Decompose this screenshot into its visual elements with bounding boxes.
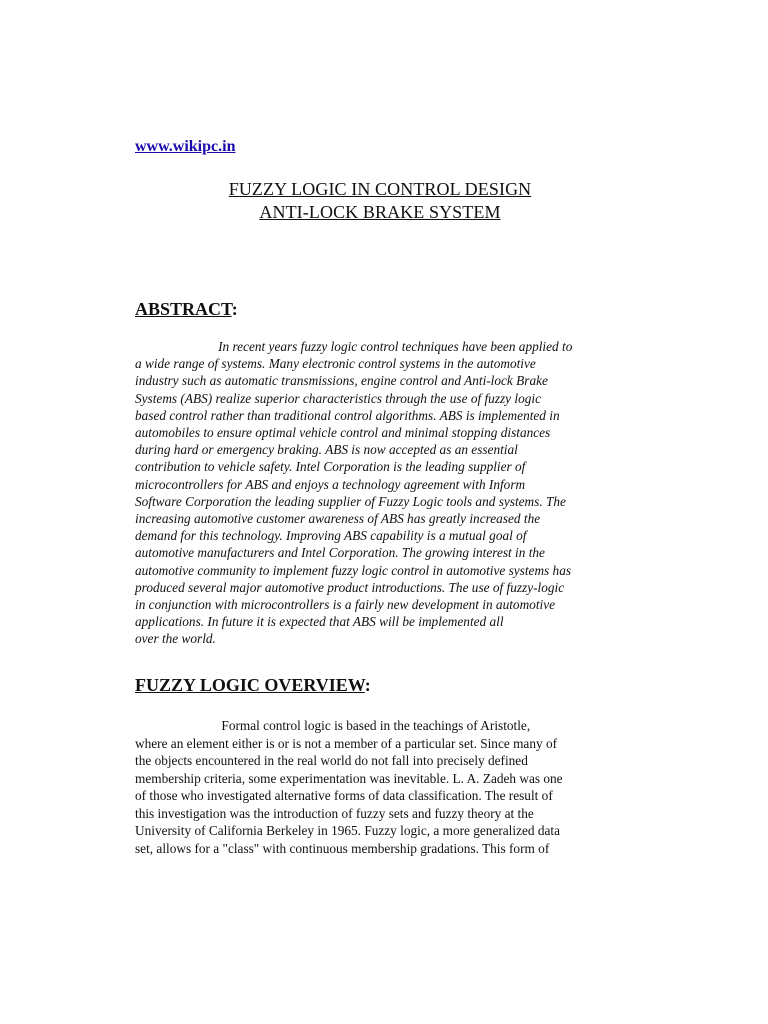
overview-line: University of California Berkeley in 1965. Fuzzy logic, a more generalized data: [135, 823, 560, 838]
abstract-line: applications. In future it is expected that ABS will be implemented all: [135, 614, 504, 630]
abstract-line: demand for this technology. Improving ABS capability is a mutual goal of: [135, 528, 527, 544]
overview-line: where an element either is or is not a member of a particular set. Since many of: [135, 735, 558, 751]
abstract-line: contribution to vehicle safety. Intel Corporation is the leading supplier of: [135, 459, 526, 475]
overview-heading-colon: :: [364, 675, 371, 695]
abstract-line: Systems (ABS) realize superior characteristics through the use of fuzzy logic: [135, 390, 541, 406]
overview-heading: [135, 675, 371, 696]
abstract-line: produced several major automotive product introductions. The use of fuzzy-logic: [135, 579, 565, 595]
abstract-line: Software Corporation the leading supplier of Fuzzy Logic tools and systems. The: [135, 493, 566, 509]
abstract-line: automotive manufacturers and Intel Corporation. The growing interest in the: [135, 545, 545, 561]
abstract-line: increasing automotive customer awareness of ABS has greatly increased the: [135, 511, 541, 527]
abstract-heading: [135, 299, 238, 320]
overview-line: membership criteria, some experimentation was inevitable. L. A. Zadeh was one: [135, 770, 563, 786]
abstract-line: microcontrollers for ABS and enjoys a technology agreement with Inform: [135, 476, 526, 492]
abstract-line: based control rather than traditional control algorithms. ABS is implemented in: [135, 407, 560, 423]
site-link[interactable]: www.wikipc.in: [135, 138, 236, 155]
abstract-paragraph: [135, 338, 635, 648]
overview-line: this investigation was the introduction of fuzzy sets and fuzzy theory at the: [135, 805, 534, 821]
overview-paragraph: [135, 717, 635, 857]
abstract-heading-text: ABSTRACT: [135, 299, 232, 319]
title-line-1: FUZZY LOGIC IN CONTROL DESIGN: [228, 179, 532, 199]
abstract-line: industry such as automatic transmissions, engine control and Anti-lock Brake: [135, 373, 548, 389]
title-line-2: ANTI-LOCK BRAKE SYSTEM: [259, 202, 501, 222]
abstract-line: over the world.: [135, 631, 216, 647]
overview-heading-text: FUZZY LOGIC OVERVIEW: [135, 675, 365, 695]
abstract-line: In recent years fuzzy logic control techniques have been applied to: [135, 339, 573, 354]
abstract-line: during hard or emergency braking. ABS is now accepted as an essential: [135, 442, 518, 458]
abstract-line: a wide range of systems. Many electronic control systems in the automotive: [135, 356, 536, 372]
abstract-line: automotive community to implement fuzzy logic control in automotive systems has: [135, 562, 572, 578]
abstract-heading-colon: :: [231, 299, 238, 319]
overview-line: Formal control logic is based in the teachings of Aristotle,: [135, 718, 531, 733]
overview-line: set, allows for a "class" with continuous membership gradations. This form of: [135, 840, 550, 856]
overview-line: of those who investigated alternative forms of data classification. The result of: [135, 788, 553, 803]
abstract-line: automobiles to ensure optimal vehicle control and minimal stopping distances: [135, 425, 551, 441]
abstract-line: in conjunction with microcontrollers is a fairly new development in automotive: [135, 597, 556, 613]
overview-line: the objects encountered in the real world do not fall into precisely defined: [135, 753, 528, 768]
